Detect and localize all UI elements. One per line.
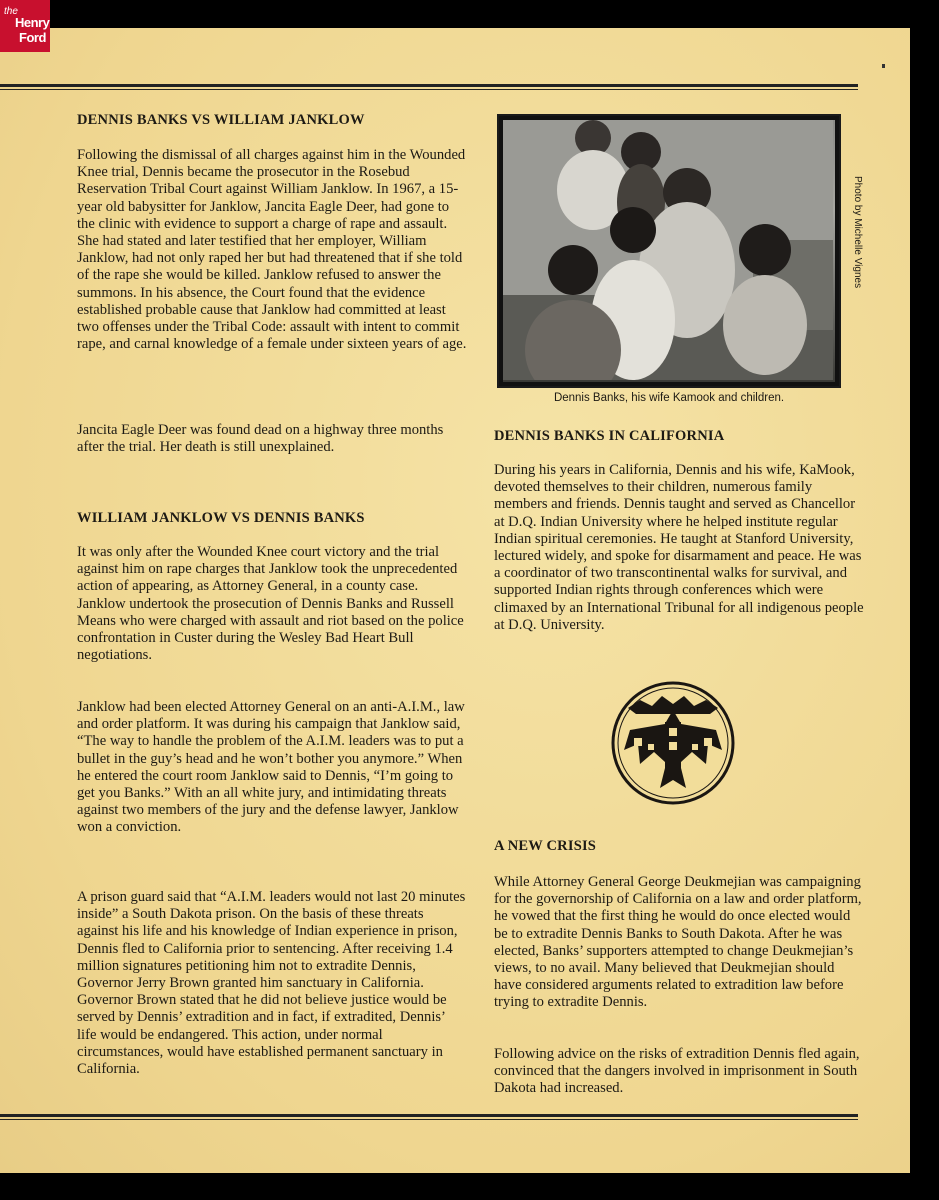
section-paragraph: Janklow had been elected Attorney General on an anti-A.I.M., law and order platform. It was during his campaign that Janklow said, “The way to handle the problem of the A.I.M. leaders was to put a bullet in the guy’s head and he won’t bother you anymore.” When he entered the court room Janklow said to Dennis, “I’m going to get you Banks.” With an all white jury, and intimidating threats against two members of the jury and the defense lawyer, Janklow won a conviction. [77, 699, 465, 836]
section-paragraph: A prison guard said that “A.I.M. leaders would not last 20 minutes inside” a South Dakota prison. On the basis of these threats against his life and his knowledge of Indian experience in prison, Dennis fled to California prior to sentencing. After receiving 1.4 million signatures petitioning him not to extradite Dennis, Governor Jerry Brown granted him sanctuary in California. Governor Brown stated that he did not believe justice would be served by Dennis’ extradition and in fact, if extradited, Dennis’ life would be endangered. This action, under normal circumstances, would have established permanent sanctuary in California. [77, 889, 466, 1078]
top-rule-thin [0, 89, 858, 90]
section-heading: WILLIAM JANKLOW VS DENNIS BANKS [77, 510, 365, 526]
section-paragraph-block [77, 889, 467, 1078]
section-paragraph: Following the dismissal of all charges against him in the Wounded Knee trial, Dennis became the prosecutor in the Rosebud Reservation Tribal Court against William Janklow. In 1967, a 15-year old babysitter for Janklow, Jancita Eagle Deer, had gone to the clinic with evidence to support a charge of rape and assault. She had stated and later testified that her employer, William Janklow, had not only raped her but had threatened that if she told of the rape she would be killed. Janklow refused to answer the summons. In his absence, the Court found that the evidence established probable cause that Janklow had committed at least two offenses under the Tribal Code: assault with intent to commit rape, and carnal knowledge of a female under sixteen years of age. [77, 147, 467, 353]
section-paragraph-block [77, 147, 467, 353]
family-photo-illustration [503, 120, 833, 380]
section-janklow-vs-banks [77, 510, 467, 527]
page-speck [882, 64, 885, 68]
logo-text-ford: Ford [19, 30, 46, 45]
logo-text-henry: Henry [15, 15, 50, 30]
section-paragraph: During his years in California, Dennis and his wife, KaMook, devoted themselves to their children, numerous family members and friends. Dennis taught and served as Chancellor at D.Q. Indian University where he helped institute regular Indian spiritual ceremonies. He taught at Stanford University, lectured widely, and spoke for disarmament and peace. He was a coordinator of two transcontinental walks for survival, and supported Indian rights through conferences which were climaxed by an International Tribunal for all indigenous people at D.Q. University. [494, 462, 864, 633]
section-paragraph-block [494, 874, 864, 1012]
photo-caption: Dennis Banks, his wife Kamook and children. [553, 392, 785, 404]
bottom-rule-thin [0, 1119, 858, 1120]
section-heading: A NEW CRISIS [494, 838, 597, 854]
section-paragraph: It was only after the Wounded Knee court victory and the trial against him on rape charges that Janklow took the unprecedented action of appearing, as Attorney General, in a county case. Janklow undertook the prosecution of Dennis Banks and Russell Means who were charged with assault and riot based on the police confrontation in Custer during the Wesley Bad Heart Bull negotiations. [77, 544, 464, 664]
section-banks-in-california [494, 428, 864, 445]
top-rule-thick [0, 84, 858, 87]
section-paragraph-block [494, 462, 864, 634]
section-heading: DENNIS BANKS IN CALIFORNIA [494, 428, 725, 444]
section-heading: DENNIS BANKS VS WILLIAM JANKLOW [77, 112, 365, 128]
bottom-rule-thick [0, 1114, 858, 1117]
section-paragraph: Jancita Eagle Deer was found dead on a highway three months after the trial. Her death is still unexplained. [77, 422, 444, 456]
family-photo [497, 114, 841, 388]
photo-credit: Photo by Michelle Vignes [852, 176, 863, 289]
section-banks-vs-janklow [77, 112, 467, 129]
thunderbird-seal-icon [610, 680, 736, 806]
document-page [0, 28, 910, 1173]
section-paragraph-block [77, 699, 467, 837]
logo-text-the: the [4, 6, 18, 17]
section-new-crisis [494, 838, 864, 855]
section-paragraph: Following advice on the risks of extradition Dennis fled again, convinced that the dangers involved in imprisonment in South Dakota had increased. [494, 1046, 860, 1097]
section-paragraph-block [77, 422, 467, 456]
henry-ford-logo[interactable] [0, 0, 50, 52]
section-paragraph-block [77, 544, 467, 664]
section-paragraph-block [494, 1046, 864, 1098]
family-photo-image [503, 120, 835, 382]
section-paragraph: While Attorney General George Deukmejian was campaigning for the governorship of California on a law and order platform, he vowed that the first thing he would do once elected would be to extradite Dennis Banks to South Dakota. After he was elected, Banks’ supporters attempted to change Deukmejian’s views, to no avail. Many believed that Deukmejian should have considered arguments related to extradition law before trying to extradite Dennis. [494, 874, 862, 1011]
